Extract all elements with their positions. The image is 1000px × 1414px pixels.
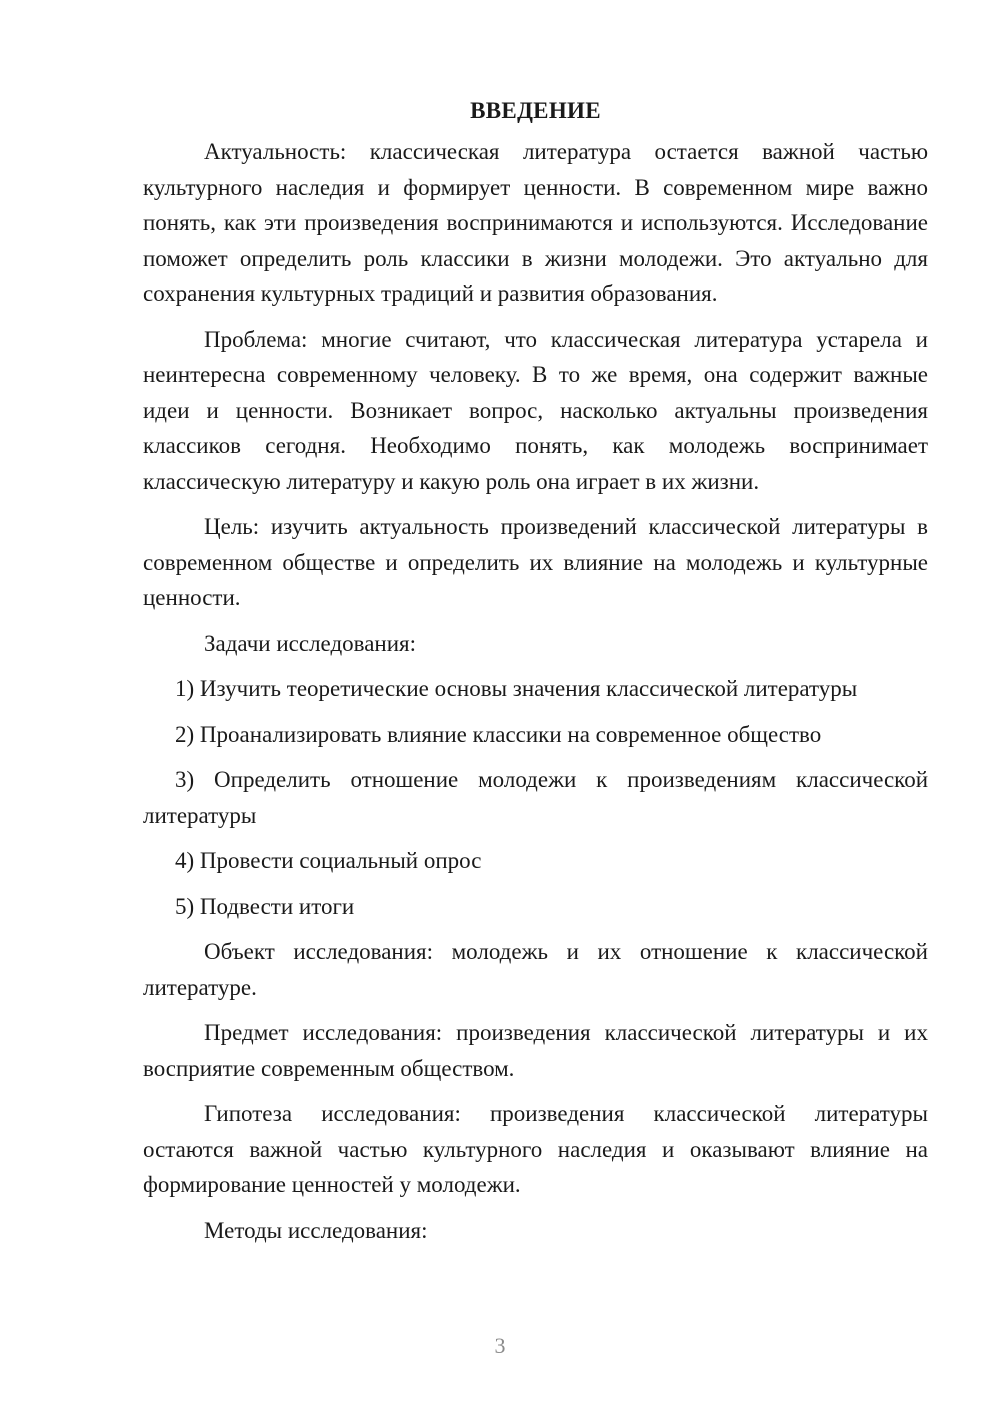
page-number: 3 (494, 1333, 506, 1358)
relevance-paragraph: Актуальность: классическая литература остается важной частью культурного наследия и формирует ценности. В современном мире важно понять, как эти произведения воспринимаются и используются. Исследование поможет определить роль классики в жизни молодежи. Это актуально для сохранения культурных традиций и развития образования. (143, 139, 928, 306)
problem-paragraph: Проблема: многие считают, что классическая литература устарела и неинтересна современному человеку. В то же время, она содержит важные идеи и ценности. Возникает вопрос, насколько актуальны произведения классиков сегодня. Необходимо понять, как молодежь воспринимает классическую литературу и какую роль она играет в их жизни. (143, 326, 928, 494)
task-item: 5) Подвести итоги (175, 893, 355, 919)
task-item: 1) Изучить теоретические основы значения классической литературы (175, 676, 858, 701)
document-page (143, 93, 928, 1258)
task-item: 3) Определить отношение молодежи к произведениям классической литературы (143, 767, 928, 828)
task-item: 4) Провести социальный опрос (175, 848, 482, 873)
subject-paragraph: Предмет исследования: произведения классической литературы и их восприятие современным обществом. (143, 1020, 928, 1081)
task-item: 2) Проанализировать влияние классики на современное общество (175, 721, 822, 747)
object-paragraph: Объект исследования: молодежь и их отношение к классической литературе. (143, 939, 928, 1000)
goal-paragraph: Цель: изучить актуальность произведений классической литературы в современном обществе и определить их влияние на молодежь и культурные ценности. (143, 514, 928, 610)
section-heading: ВВЕДЕНИЕ (470, 98, 601, 123)
tasks-title: Задачи исследования: (204, 630, 417, 656)
hypothesis-paragraph: Гипотеза исследования: произведения классической литературы остаются важной частью культурного наследия и оказывают влияние на формирование ценностей у молодежи. (143, 1101, 928, 1197)
methods-title: Методы исследования: (204, 1217, 428, 1243)
